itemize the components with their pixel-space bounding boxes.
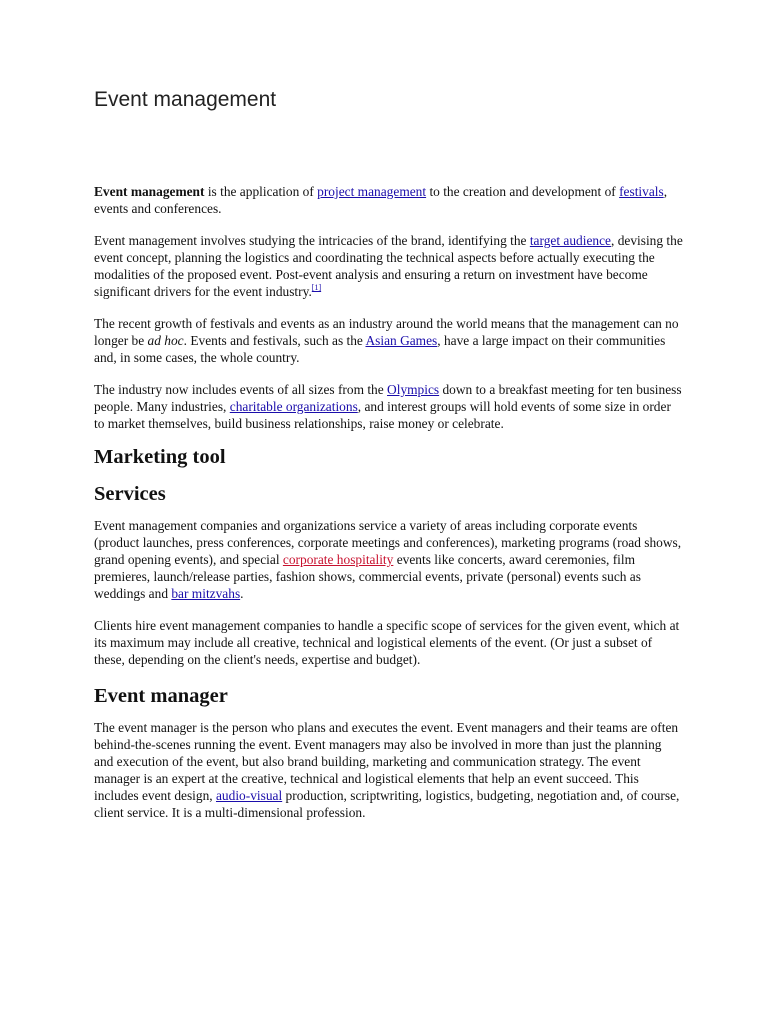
text: The event manager is the person who plans and executes the event. Event managers and their teams are often behind-the-scenes running the event. Event managers may also be involved in more than just the planning and execution of the event, but also brand building, marketing and communication strategy. The event manager is an expert at the creative, technical and logistical elements that help an event succeed. This includes event design, xyxy=(94,720,679,803)
text: , and interest groups will hold events of some size in order to market themselves, build business relationships, raise money or celebrate. xyxy=(94,399,671,431)
paragraph-intricacies xyxy=(94,232,684,300)
paragraph-clients xyxy=(94,617,684,668)
paragraph-services xyxy=(94,517,684,602)
link-project-management[interactable]: project management xyxy=(317,184,427,199)
bold-term: Event management xyxy=(94,184,205,199)
italic-term: ad hoc xyxy=(147,333,184,348)
text: The recent growth of festivals and events as an industry around the world means that the management can no longer be xyxy=(94,316,679,348)
page-title: Event management xyxy=(94,88,277,111)
article-body xyxy=(94,183,684,836)
link-festivals[interactable]: festivals xyxy=(619,184,664,199)
link-asian-games[interactable]: Asian Games xyxy=(365,333,438,348)
text: production, scriptwriting, logistics, budgeting, negotiation and, of course, client service. It is a multi-dimensional profession. xyxy=(94,788,680,820)
heading-event-manager: Event manager xyxy=(94,685,228,707)
text: , events and conferences. xyxy=(94,184,668,216)
text: , have a large impact on their communities and, in some cases, the whole country. xyxy=(94,333,666,365)
text: to the creation and development of xyxy=(426,184,620,199)
heading-services: Services xyxy=(94,483,166,505)
link-audio-visual[interactable]: audio-visual xyxy=(215,788,283,803)
intro-paragraph xyxy=(94,183,684,217)
text: The industry now includes events of all sizes from the xyxy=(94,382,388,397)
link-corporate-hospitality[interactable]: corporate hospitality xyxy=(282,552,394,567)
text: events like concerts, award ceremonies, film premieres, launch/release parties, fashion shows, commercial events, private (personal) events such as weddings and xyxy=(94,552,641,601)
link-target-audience[interactable]: target audience xyxy=(529,233,611,248)
text: down to a breakfast meeting for ten business people. Many industries, xyxy=(94,382,682,414)
link-bar-mitzvahs[interactable]: bar mitzvahs xyxy=(171,586,241,601)
text: Event management companies and organizations service a variety of areas including corporate events (product launches, press conferences, corporate meetings and conferences), marketing programs (road shows, grand opening events), and special xyxy=(94,518,682,567)
text: , devising the event concept, planning the logistics and coordinating the technical aspects before actually executing the modalities of the proposed event. Post-event analysis and ensuring a return on investment have become significant drivers for the event industry. xyxy=(94,233,683,299)
text: is the application of xyxy=(204,184,318,199)
text: Event management involves studying the intricacies of the brand, identifying the xyxy=(94,233,530,248)
paragraph-industry xyxy=(94,381,684,432)
reference-link-1[interactable]: [1] xyxy=(311,283,322,292)
text: Clients hire event management companies to handle a specific scope of services for the given event, which at its maximum may include all creative, technical and logistical elements of the event. (Or just a subset of these, depending on the client's needs, expertise and budget). xyxy=(94,618,680,667)
text: . xyxy=(240,586,244,601)
heading-marketing-tool: Marketing tool xyxy=(94,446,226,468)
paragraph-growth xyxy=(94,315,684,366)
link-charitable-organizations[interactable]: charitable organizations xyxy=(229,399,358,414)
paragraph-event-manager xyxy=(94,719,684,821)
text: . Events and festivals, such as the xyxy=(183,333,366,348)
link-olympics[interactable]: Olympics xyxy=(387,382,440,397)
